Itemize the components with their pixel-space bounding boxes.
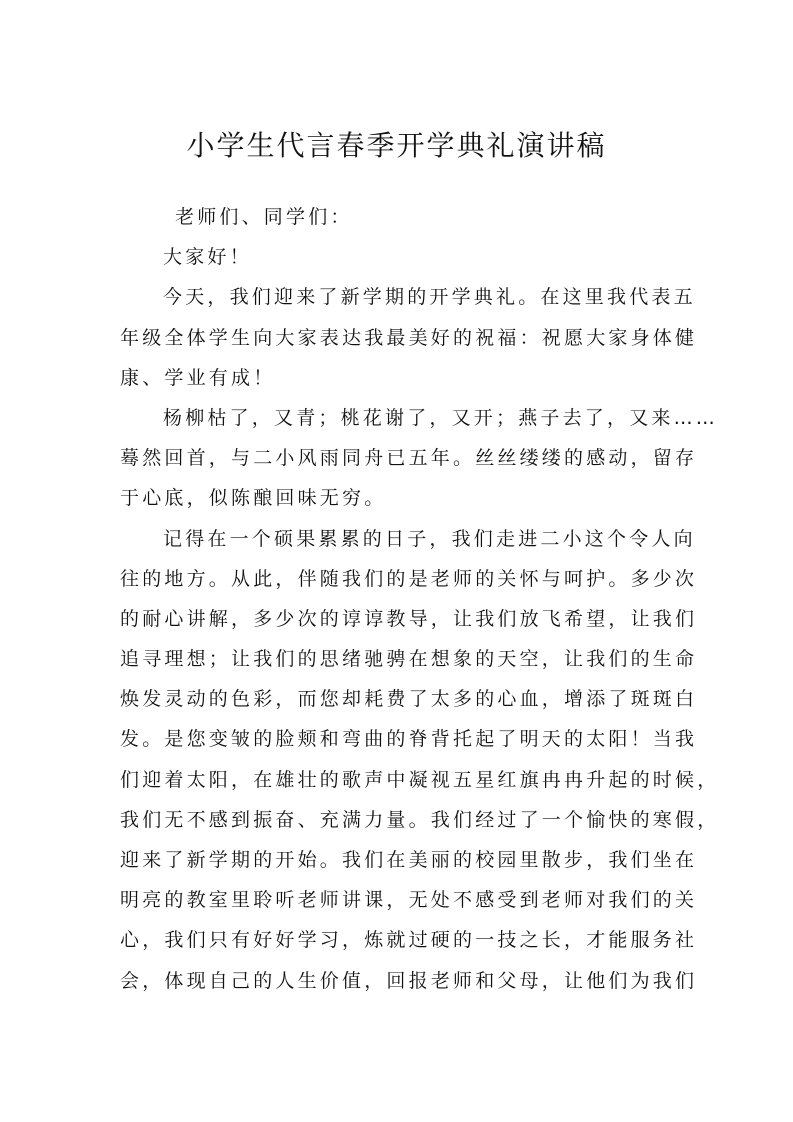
paragraph-line: 杨柳枯了，又青；桃花谢了，又开；燕子去了，又来…… — [163, 406, 719, 429]
paragraph-line: 蓦然回首，与二小风雨同舟已五年。丝丝缕缕的感动，留存 — [120, 447, 698, 470]
paragraph-line: 迎来了新学期的开始。我们在美丽的校园里散步，我们坐在 — [120, 849, 698, 871]
document-body — [120, 197, 720, 1001]
paragraph-line: 于心底，似陈酿回味无穷。 — [120, 487, 387, 510]
paragraph-line: 追寻理想；让我们的思绪驰骋在想象的天空，让我们的生命 — [120, 648, 698, 671]
paragraph-line: 记得在一个硕果累累的日子，我们走进二小这个令人向 — [163, 527, 696, 550]
greeting: 大家好！ — [163, 246, 252, 269]
paragraph-line: 今天，我们迎来了新学期的开学典礼。在这里我代表五 — [163, 286, 696, 309]
paragraph-line: 焕发灵动的色彩，而您却耗费了太多的心血，增添了斑斑白 — [120, 688, 698, 711]
paragraph-line: 康、学业有成！ — [120, 366, 276, 389]
paragraph-line: 发。是您变皱的脸颊和弯曲的脊背托起了明天的太阳！当我 — [120, 728, 698, 751]
paragraph-line: 我们无不感到振奋、充满力量。我们经过了一个愉快的寒假， — [120, 808, 720, 831]
paragraph-line: 往的地方。从此，伴随我们的是老师的关怀与呵护。多少次 — [120, 567, 698, 590]
paragraph-line: 心，我们只有好好学习，炼就过硬的一技之长，才能服务社 — [120, 929, 698, 952]
paragraph-line: 明亮的教室里聆听老师讲课，无处不感受到老师对我们的关 — [120, 889, 698, 912]
paragraph-line: 年级全体学生向大家表达我最美好的祝福：祝愿大家身体健 — [120, 326, 698, 349]
paragraph-line: 的耐心讲解，多少次的谆谆教导，让我们放飞希望，让我们 — [120, 607, 698, 630]
paragraph-line: 会，体现自己的人生价值，回报老师和父母，让他们为我们 — [120, 969, 698, 992]
document-title: 小学生代言春季开学典礼演讲稿 — [186, 129, 607, 162]
salutation: 老师们、同学们： — [175, 206, 353, 228]
paragraph-line: 们迎着太阳，在雄壮的歌声中凝视五星红旗冉冉升起的时候， — [120, 768, 720, 791]
